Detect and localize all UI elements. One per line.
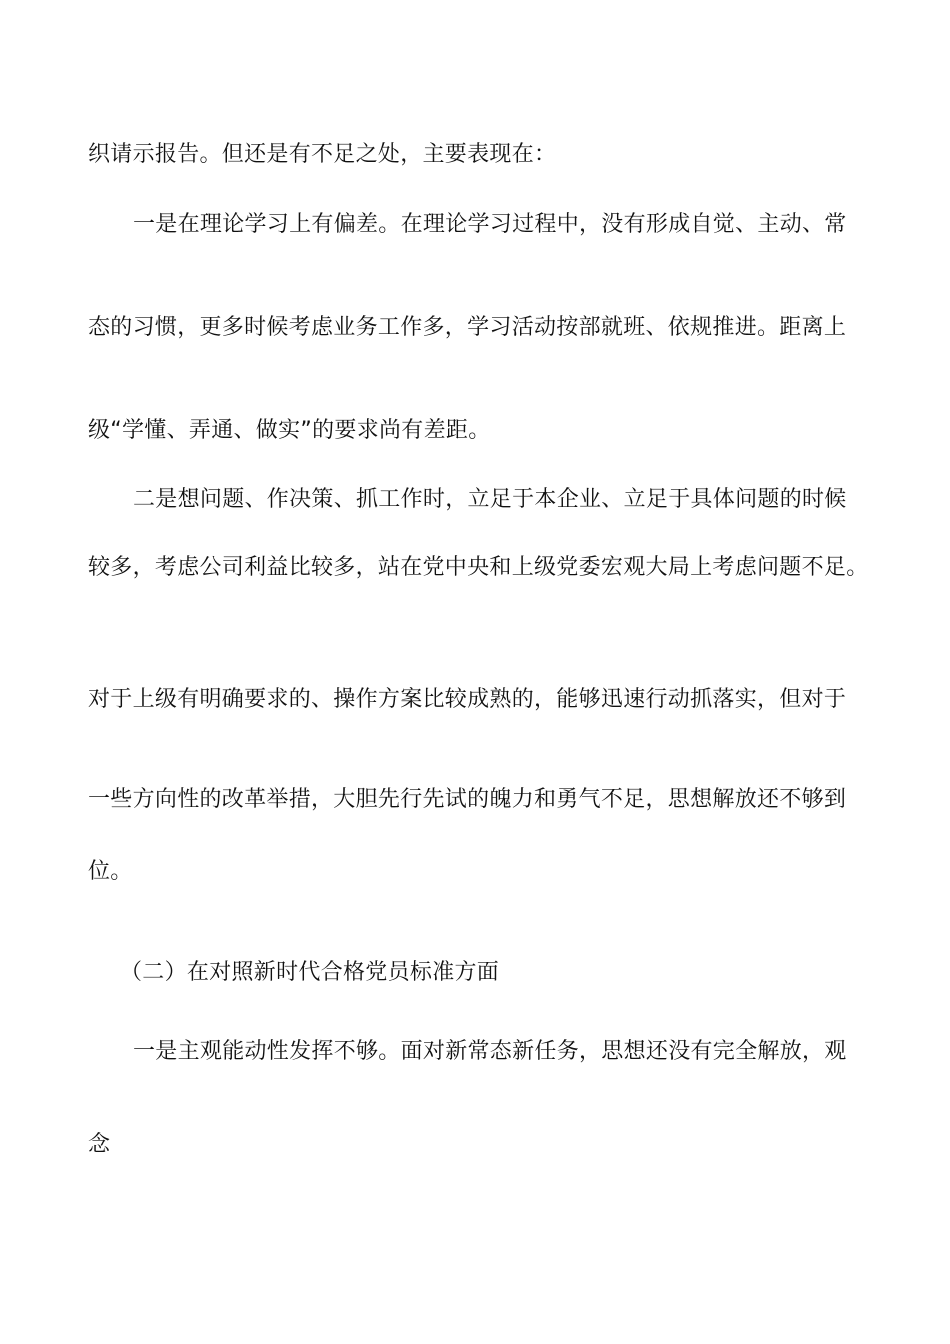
paragraph-line: 一是主观能动性发挥不够。面对新常态新任务，思想还没有完全解放，观 bbox=[133, 1039, 847, 1064]
paragraph-line: 较多，考虑公司利益比较多，站在党中央和上级党委宏观大局上考虑问题不足。 bbox=[88, 555, 869, 580]
paragraph-line: 态的习惯，更多时候考虑业务工作多，学习活动按部就班、依规推进。距离上 bbox=[88, 315, 847, 340]
section-heading: （二）在对照新时代合格党员标准方面 bbox=[120, 960, 500, 985]
paragraph-line: 位。 bbox=[88, 859, 133, 884]
paragraph-line: 念 bbox=[88, 1132, 111, 1157]
paragraph-line: 一些方向性的改革举措，大胆先行先试的魄力和勇气不足，思想解放还不够到 bbox=[88, 787, 847, 812]
paragraph-line: 二是想问题、作决策、抓工作时，立足于本企业、立足于具体问题的时候 bbox=[133, 487, 847, 512]
paragraph-line: 级“学懂、弄通、做实”的要求尚有差距。 bbox=[88, 418, 491, 443]
paragraph-line: 一是在理论学习上有偏差。在理论学习过程中，没有形成自觉、主动、常 bbox=[133, 212, 847, 237]
paragraph-line: 对于上级有明确要求的、操作方案比较成熟的，能够迅速行动抓落实，但对于 bbox=[88, 687, 847, 712]
paragraph-line: 织请示报告。但还是有不足之处，主要表现在： bbox=[88, 142, 557, 167]
